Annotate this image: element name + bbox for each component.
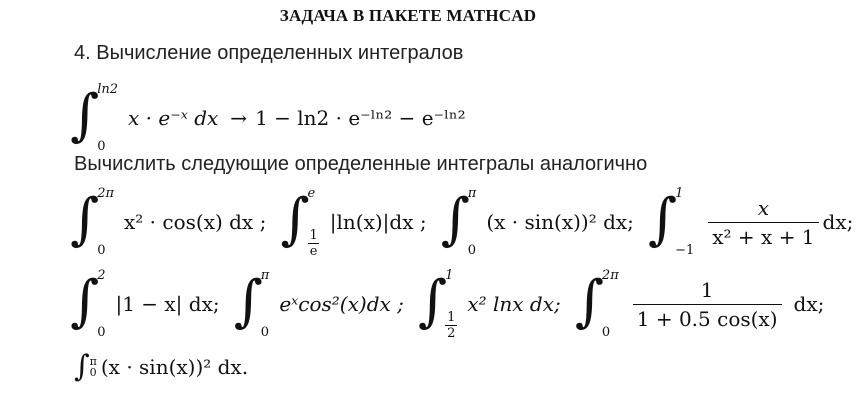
integral-6 xyxy=(233,268,276,340)
integral-sign-icon: ∫ xyxy=(440,187,470,252)
upper-limit: ln2 xyxy=(97,82,118,97)
lower-limit: 0 xyxy=(467,243,477,258)
fraction xyxy=(633,278,782,331)
differential: dx; xyxy=(822,210,854,234)
upper-limit: e xyxy=(307,186,316,201)
integrand: |ln(x)|dx ; xyxy=(329,210,427,234)
lower-limit: 0 xyxy=(97,325,106,340)
integrand: |1 − x| dx; xyxy=(115,292,220,316)
integral-limits xyxy=(90,356,97,378)
integral xyxy=(70,82,124,154)
integral-5 xyxy=(70,268,111,340)
fraction-numerator: 1 xyxy=(309,228,318,243)
integral-1 xyxy=(70,186,120,258)
result: 1 − ln2 · e⁻ˡⁿ² − e⁻ˡⁿ² xyxy=(255,106,466,130)
integral-sign-icon: ∫ xyxy=(74,349,90,384)
integral-sign-icon: ∫ xyxy=(70,83,100,148)
instruction-text: Вычислить следующие определенные интегралы аналогично xyxy=(74,153,648,175)
integral-3 xyxy=(440,186,483,258)
lower-limit: 0 xyxy=(97,139,106,154)
integral-limits xyxy=(97,82,118,154)
upper-limit: 2π xyxy=(97,186,115,201)
fraction-numerator: 1 xyxy=(700,277,714,302)
integral-sign-icon: ∫ xyxy=(70,269,100,334)
integrand: x² · cos(x) dx ; xyxy=(124,210,267,234)
integrand: x² lnx dx; xyxy=(467,292,561,316)
integrand: (x · sin(x))² dx. xyxy=(100,355,249,379)
integral-sign-icon: ∫ xyxy=(417,269,448,334)
upper-limit: π xyxy=(467,186,477,201)
upper-limit: π xyxy=(89,355,97,368)
integral-limits xyxy=(601,268,619,340)
lower-limit: 0 xyxy=(260,325,270,340)
fraction-denominator: e xyxy=(309,244,318,259)
lower-limit: 0 xyxy=(601,325,611,340)
upper-limit: π xyxy=(260,268,270,283)
upper-limit: 1 xyxy=(445,268,454,283)
fraction-denominator: 1 + 0.5 cos(x) xyxy=(633,304,782,331)
integral-limits xyxy=(675,186,695,258)
lower-limit: 0 xyxy=(97,243,106,258)
integral-row-2 xyxy=(70,268,828,341)
integral-row-3 xyxy=(74,349,252,384)
fraction xyxy=(708,196,818,249)
lower-limit: −1 xyxy=(675,243,695,258)
integrand: eˣcos²(x)dx ; xyxy=(279,292,404,316)
lower-limit: 0 xyxy=(89,366,97,379)
upper-limit: 2 xyxy=(97,268,106,283)
fraction-numerator: 1 xyxy=(447,310,456,325)
integral-sign-icon: ∫ xyxy=(647,187,678,252)
integrand: (x · sin(x))² dx; xyxy=(486,210,634,234)
document-header: ЗАДАЧА В ПАКЕТЕ MATHCAD xyxy=(279,6,537,25)
integrand: x · e⁻ˣ dx xyxy=(128,106,219,130)
integral-4 xyxy=(647,186,700,258)
example-formula xyxy=(70,82,470,154)
integral-2 xyxy=(280,186,325,259)
differential: dx; xyxy=(793,292,825,316)
fraction-denominator: x² + x + 1 xyxy=(708,222,818,249)
integral-sign-icon: ∫ xyxy=(70,187,100,252)
upper-limit: 2π xyxy=(601,268,619,283)
upper-limit: 1 xyxy=(675,186,684,201)
section-title: 4. Вычисление определенных интегралов xyxy=(74,42,464,64)
arrow: → xyxy=(230,106,248,130)
integral-limits xyxy=(97,186,115,258)
integral-sign-icon: ∫ xyxy=(574,269,604,334)
integral-8 xyxy=(574,268,625,340)
fraction-numerator: x xyxy=(757,195,770,220)
integral-sign-icon: ∫ xyxy=(280,187,310,252)
fraction-denominator: 2 xyxy=(447,326,456,341)
integral-row-1 xyxy=(70,186,857,259)
integral-sign-icon: ∫ xyxy=(233,269,263,334)
integral-7 xyxy=(417,268,463,341)
